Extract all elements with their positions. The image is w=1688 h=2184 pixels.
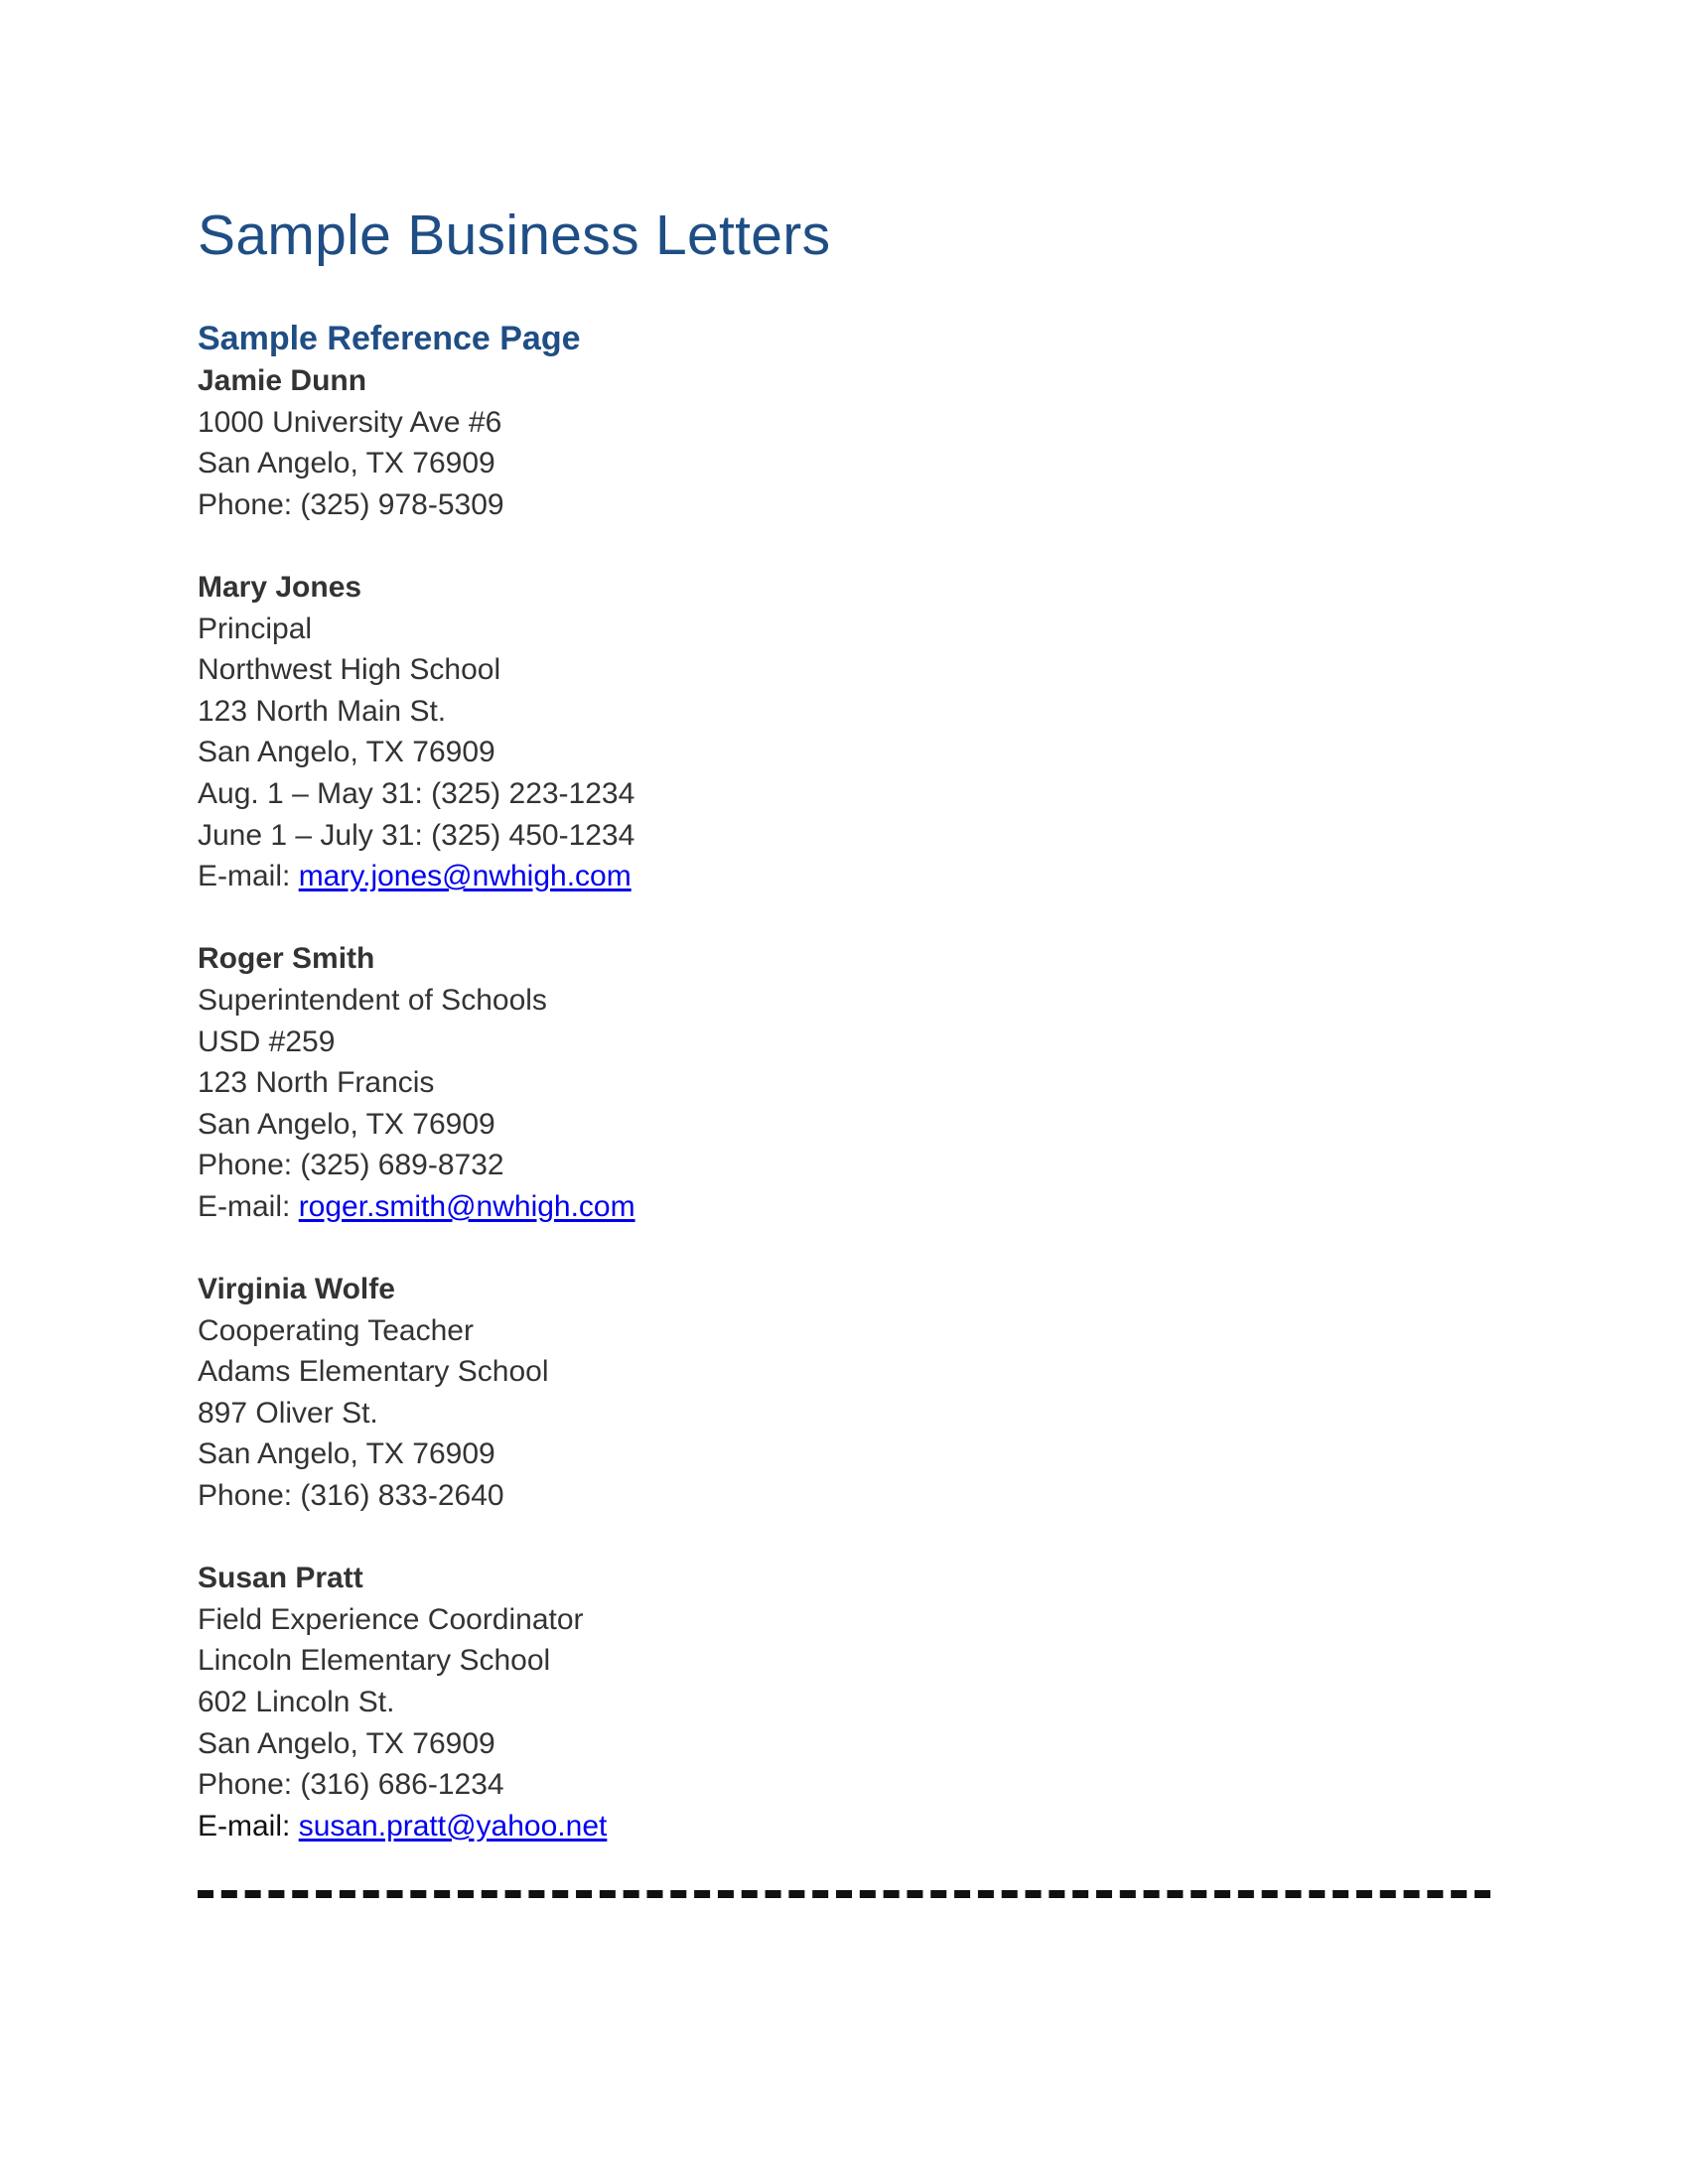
email-label: E-mail: xyxy=(198,1809,299,1843)
email-label: E-mail: xyxy=(198,860,299,893)
reference-line: San Angelo, TX 76909 xyxy=(198,736,495,769)
reference-line: San Angelo, TX 76909 xyxy=(198,1437,495,1471)
reference-entry xyxy=(198,1558,1488,1846)
page-title: Sample Business Letters xyxy=(198,204,831,267)
reference-line: 1000 University Ave #6 xyxy=(198,405,502,439)
reference-line: San Angelo, TX 76909 xyxy=(198,1726,495,1760)
reference-line: Northwest High School xyxy=(198,653,501,687)
reference-line: San Angelo, TX 76909 xyxy=(198,447,495,480)
reference-name: Virginia Wolfe xyxy=(198,1273,395,1306)
reference-name: Mary Jones xyxy=(198,570,362,604)
email-label: E-mail: xyxy=(198,1189,299,1223)
reference-line: June 1 – July 31: (325) 450-1234 xyxy=(198,818,635,852)
reference-line: Aug. 1 – May 31: (325) 223-1234 xyxy=(198,776,635,810)
reference-email-line xyxy=(198,1806,1488,1847)
reference-line: Principal xyxy=(198,612,313,645)
reference-line: Adams Elementary School xyxy=(198,1355,549,1389)
reference-line: Field Experience Coordinator xyxy=(198,1602,584,1636)
email-link[interactable]: mary.jones@nwhigh.com xyxy=(298,860,632,893)
reference-line: Cooperating Teacher xyxy=(198,1313,474,1347)
reference-line: Lincoln Elementary School xyxy=(198,1644,551,1678)
reference-email-line xyxy=(198,856,1488,897)
reference-line: 123 North Main St. xyxy=(198,694,447,728)
reference-name: Jamie Dunn xyxy=(198,364,367,397)
reference-entry xyxy=(198,1269,1488,1517)
email-link[interactable]: susan.pratt@yahoo.net xyxy=(298,1809,608,1843)
reference-line: 123 North Francis xyxy=(198,1066,435,1100)
section-heading: Sample Reference Page xyxy=(198,320,581,357)
reference-line: Phone: (316) 833-2640 xyxy=(198,1479,504,1513)
reference-line: Superintendent of Schools xyxy=(198,983,547,1017)
reference-entry xyxy=(198,360,1488,525)
reference-entry xyxy=(198,938,1488,1227)
reference-email-line xyxy=(198,1186,1488,1228)
reference-name: Susan Pratt xyxy=(198,1562,363,1595)
email-link[interactable]: roger.smith@nwhigh.com xyxy=(298,1189,635,1223)
reference-line: 602 Lincoln St. xyxy=(198,1686,395,1718)
reference-entry xyxy=(198,567,1488,897)
document-page xyxy=(198,204,1488,1846)
reference-line: Phone: (325) 689-8732 xyxy=(198,1149,504,1182)
reference-line: Phone: (316) 686-1234 xyxy=(198,1768,504,1802)
reference-line: 897 Oliver St. xyxy=(198,1396,378,1430)
reference-line: San Angelo, TX 76909 xyxy=(198,1107,495,1141)
reference-name: Roger Smith xyxy=(198,942,375,976)
dotted-divider xyxy=(198,1890,1490,1898)
reference-line: USD #259 xyxy=(198,1024,336,1058)
reference-line: Phone: (325) 978-5309 xyxy=(198,487,504,521)
